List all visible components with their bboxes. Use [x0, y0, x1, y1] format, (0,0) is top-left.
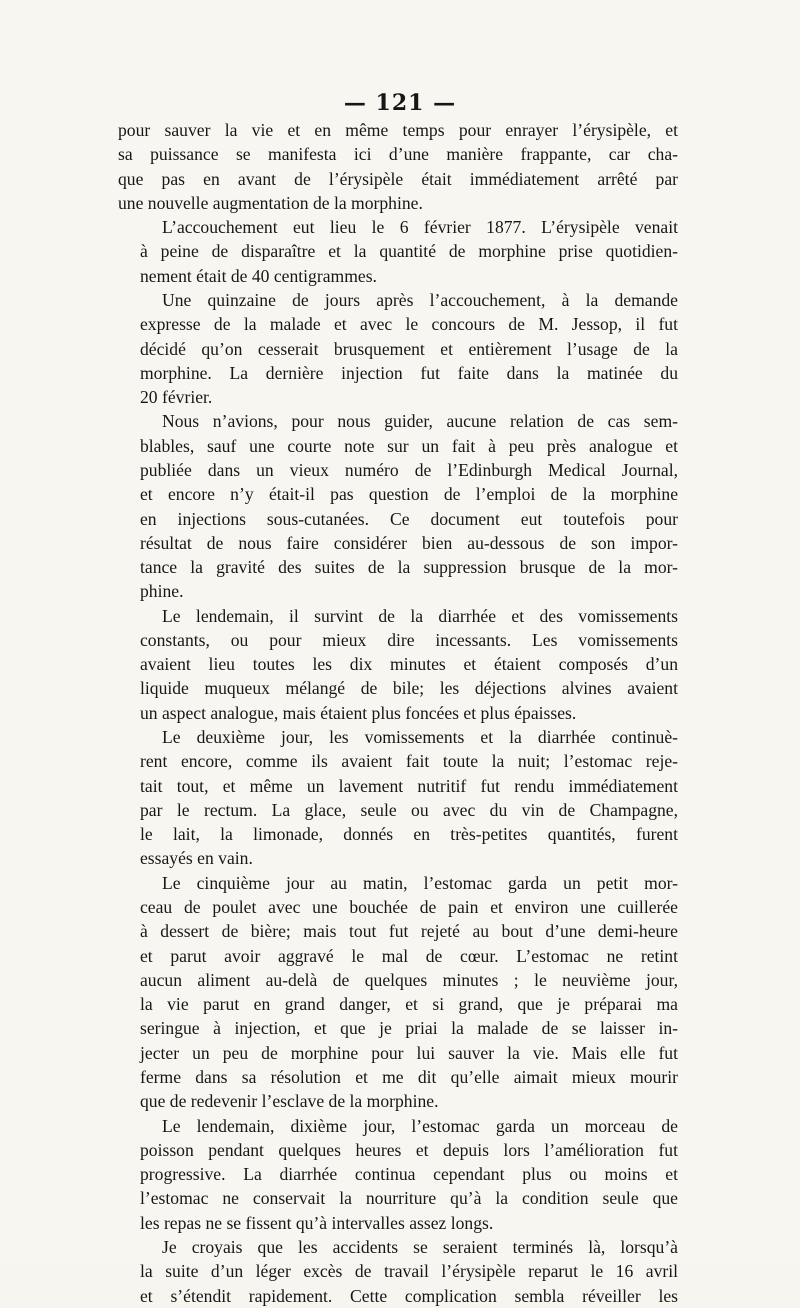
- text-line: Le lendemain, dixième jour, l’estomac garda un morceau de: [162, 1115, 678, 1136]
- text-line: décidé qu’on cesserait brusquement et entièrement l’usage de la: [140, 338, 678, 359]
- text-line: un aspect analogue, mais étaient plus foncées et plus épaisses.: [140, 702, 577, 723]
- text-line: L’accouchement eut lieu le 6 février 1877. L’érysipèle venait: [162, 217, 678, 238]
- paragraph-4: [118, 409, 678, 603]
- text-line: la suite d’un léger excès de travail l’érysipèle reparut le 16 avril: [140, 1261, 678, 1282]
- text-line: ceau de poulet avec une bouchée de pain et environ une cuillerée: [140, 897, 678, 917]
- text-line: nement était de 40 centigrammes.: [140, 265, 377, 286]
- text-line: Le lendemain, il survint de la diarrhée et des vomissements: [162, 605, 678, 626]
- text-line: morphine. La dernière injection fut faite dans la matinée du: [140, 362, 678, 383]
- text-line: seringue à injection, et que je priai la malade de se laisser in-: [140, 1018, 678, 1039]
- text-line: jecter un peu de morphine pour lui sauver la vie. Mais elle fut: [140, 1042, 678, 1063]
- text-line: Le deuxième jour, les vomissements et la diarrhée continuè-: [162, 727, 678, 748]
- text-line: les repas ne se fissent qu’à intervalles assez longs.: [140, 1212, 494, 1233]
- text-line: aucun aliment au-delà de quelques minutes ; le neuvième jour,: [140, 969, 678, 990]
- text-line: et encore n’y était-il pas question de l’emploi de la morphine: [140, 484, 678, 505]
- text-line: sa puissance se manifesta ici d’une manière frappante, car cha-: [118, 144, 678, 165]
- text-line: en injections sous-cutanées. Ce document eut toutefois pour: [140, 508, 678, 529]
- text-line: Nous n’avions, pour nous guider, aucune relation de cas sem-: [162, 411, 678, 432]
- text-line: que pas en avant de l’érysipèle était immédiatement arrêté par: [118, 168, 678, 189]
- text-line: liquide muqueux mélangé de bile; les déjections alvines avaient: [140, 678, 678, 699]
- text-line: tait tout, et même un lavement nutritif fut rendu immédiatement: [140, 775, 678, 796]
- text-line: constants, ou pour mieux dire incessants. Les vomissements: [140, 629, 678, 650]
- text-line: 20 février.: [140, 387, 213, 408]
- text-line: par le rectum. La glace, seule ou avec du vin de Champagne,: [140, 799, 678, 820]
- text-line: tance la gravité des suites de la suppression brusque de la mor-: [140, 557, 678, 578]
- text-line: phine.: [140, 581, 184, 602]
- paragraph-9: [118, 1235, 678, 1308]
- text-line: expresse de la malade et avec le concours de M. Jessop, il fut: [140, 314, 678, 335]
- text-line: avaient lieu toutes les dix minutes et étaient composés d’un: [140, 654, 678, 675]
- text-line: et s’étendit rapidement. Cette complication sembla réveiller les: [140, 1285, 678, 1306]
- paragraph-5: [118, 604, 678, 725]
- text-line: à dessert de bière; mais tout fut rejeté au bout d’une demi-heure: [140, 921, 678, 942]
- body-text: [118, 118, 678, 1308]
- text-line: la vie parut en grand danger, et si grand, que je préparai ma: [140, 994, 678, 1015]
- text-line: que de redevenir l’esclave de la morphine.: [140, 1091, 439, 1112]
- paragraph-3: [118, 288, 678, 409]
- text-line: le lait, la limonade, donnés en très-petites quantités, furent: [140, 824, 678, 845]
- text-line: rent encore, comme ils avaient fait toute la nuit; l’estomac reje-: [140, 751, 678, 772]
- text-line: poisson pendant quelques heures et depuis lors l’amélioration fut: [140, 1139, 678, 1160]
- text-line: résultat de nous faire considérer bien au-dessous de son impor-: [140, 532, 678, 553]
- paragraph-2: [118, 215, 678, 288]
- text-line: l’estomac ne conservait la nourriture qu’à la condition seule que: [140, 1188, 678, 1209]
- text-line: Une quinzaine de jours après l’accouchement, à la demande: [162, 289, 678, 310]
- text-line: une nouvelle augmentation de la morphine.: [118, 192, 423, 213]
- text-line: pour sauver la vie et en même temps pour enrayer l’érysipèle, et: [118, 120, 678, 140]
- text-line: Le cinquième jour au matin, l’estomac garda un petit mor-: [162, 872, 678, 893]
- text-line: et parut avoir aggravé le mal de cœur. L’estomac ne retint: [140, 945, 678, 966]
- text-line: Je croyais que les accidents se seraient terminés là, lorsqu’à: [162, 1236, 678, 1257]
- text-line: ferme dans sa résolution et me dit qu’elle aimait mieux mourir: [140, 1066, 678, 1087]
- paragraph-6: [118, 725, 678, 871]
- text-line: essayés en vain.: [140, 848, 253, 869]
- text-line: progressive. La diarrhée continua cependant plus ou moins et: [140, 1164, 678, 1185]
- text-line: blables, sauf une courte note sur un fait à peu près analogue et: [140, 435, 678, 456]
- page-number: — 121 —: [343, 90, 457, 116]
- paragraph-7: [118, 871, 678, 1114]
- text-line: publiée dans un vieux numéro de l’Edinburgh Medical Journal,: [140, 459, 678, 480]
- paragraph-1: [118, 118, 678, 215]
- text-line: à peine de disparaître et la quantité de morphine prise quotidien-: [140, 241, 678, 262]
- paragraph-8: [118, 1114, 678, 1235]
